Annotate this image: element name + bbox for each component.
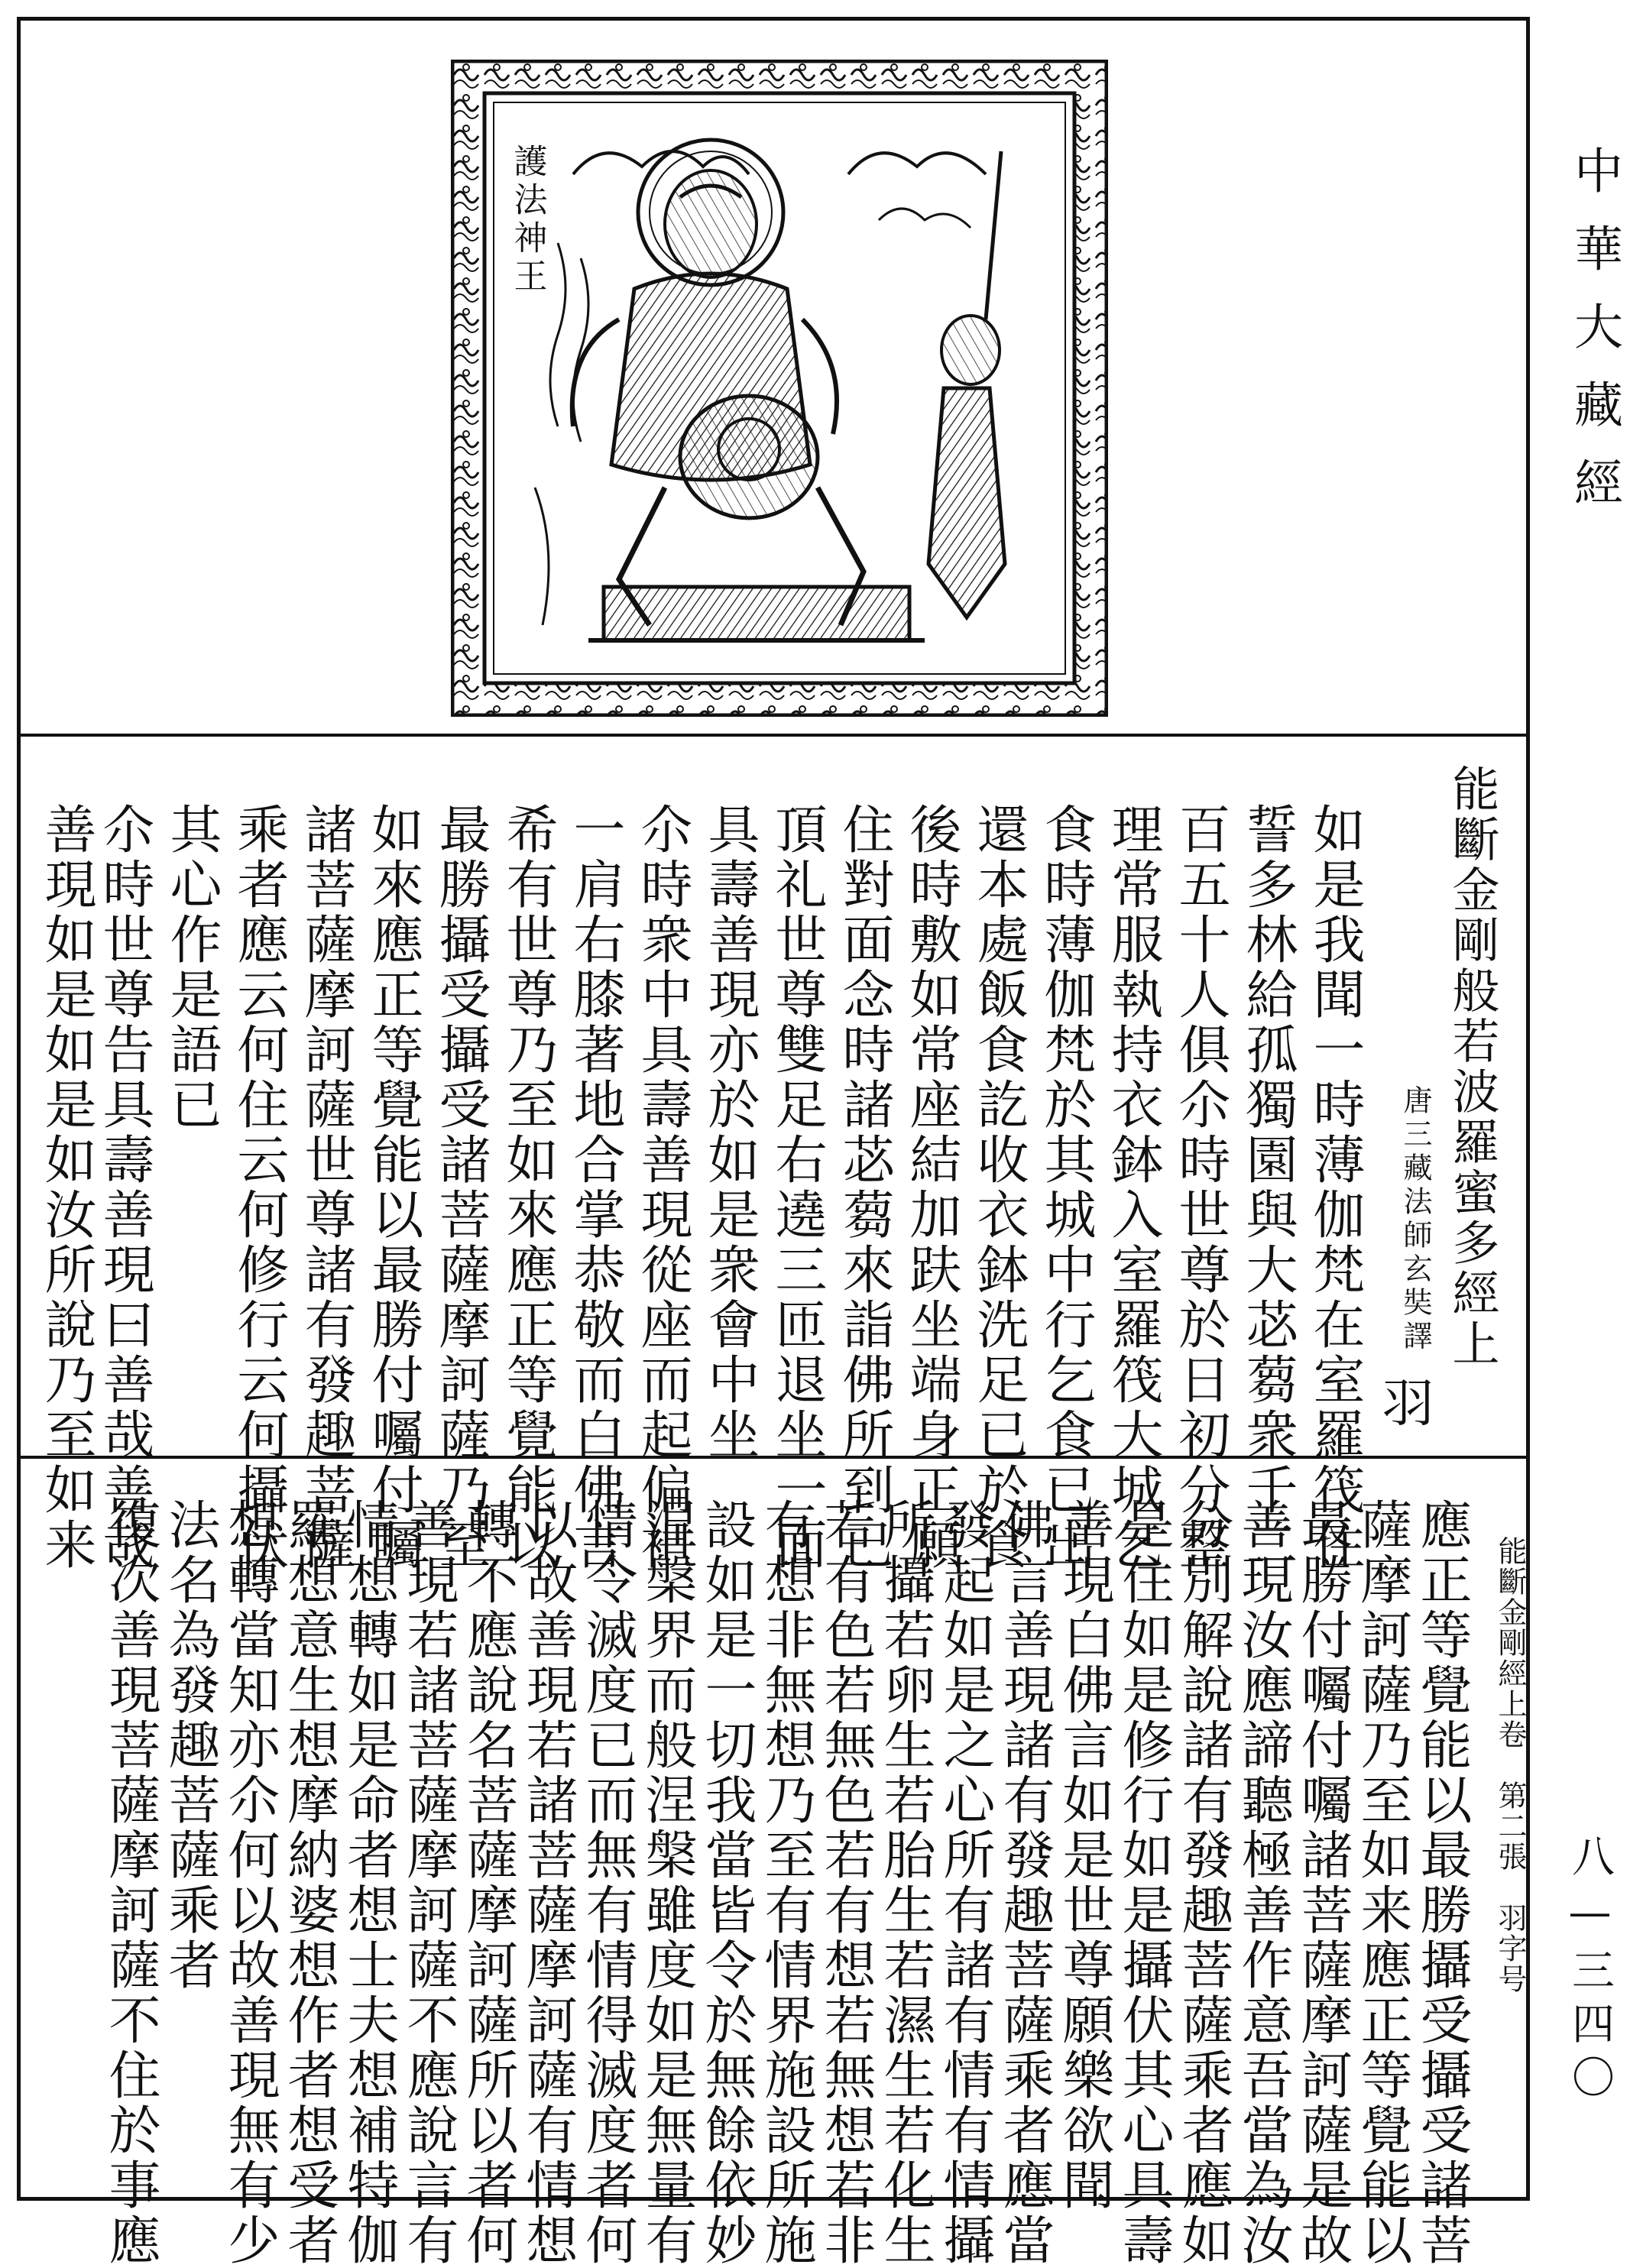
text-column: 轉不應說名菩薩摩訶薩所以者何 [458, 1498, 518, 2268]
text-column: 最勝付囑付囑諸菩薩摩訶薩是故 [1292, 1498, 1353, 2268]
text-column: 善現白佛言如是世尊願樂欲聞 [1054, 1498, 1114, 2213]
text-column: 百五十人俱尒時世尊於日初分整 [1170, 802, 1230, 1573]
illustration-caption: 護法神王 [507, 144, 547, 296]
text-column: 發起如是之心所有諸有情有情攝 [935, 1498, 995, 2268]
text-column: 設如是一切我當皆令於無餘依妙 [696, 1498, 757, 2268]
text-column: 分別解說諸有發趣菩薩乘者應如 [1173, 1498, 1233, 2268]
text-column: 一肩右膝著地合掌恭敬而白佛言 [565, 802, 625, 1573]
text-column: 其心作是語已 [161, 802, 222, 1132]
text-column: 情想轉如是命者想士夫想補特伽 [339, 1498, 399, 2268]
text-column: 若有色若無色若有想若無想若非 [815, 1498, 876, 2268]
text-column: 尒時衆中具壽善現從座而起偏袒 [632, 802, 692, 1573]
text-column: 羅想意生想摩納婆想作者想受者 [279, 1498, 339, 2268]
text-column: 具壽善現亦於如是衆會中坐 [699, 802, 760, 1463]
text-column: 還本處飯食訖收衣鉢洗足已於食 [968, 802, 1029, 1573]
text-column: 薩摩訶薩乃至如来應正等覺能以 [1352, 1498, 1412, 2268]
text-column: 乘者應云何住云何修行云何攝伏 [228, 802, 289, 1573]
section-divider-top [17, 734, 1530, 737]
text-column: 誓多林給孤獨園與大苾蒭衆千二 [1237, 802, 1298, 1573]
text-column: 善現若諸菩薩摩訶薩不應說言有 [398, 1498, 459, 2268]
text-column: 善現如是如是如汝所說乃至如来 [36, 802, 96, 1573]
text-column: 佛言善現諸有發趣菩薩乘者應當 [994, 1498, 1055, 2268]
sutra-title: 能斷金剛般若波羅蜜多經上 [1444, 764, 1500, 1369]
text-column: 情令滅度已而無有情得滅度者何 [577, 1498, 637, 2268]
text-column: 所攝若卵生若胎生若濕生若化生 [875, 1498, 935, 2268]
text-column: 涅槃界而般涅槃雖度如是無量有 [637, 1498, 697, 2268]
collection-title: 中華大藏經 [1566, 145, 1622, 535]
guardian-illustration [451, 60, 1108, 717]
text-column: 諸菩薩摩訶薩世尊諸有發趣菩薩 [296, 802, 356, 1573]
text-column: 想轉當知亦尒何以故善現無有少 [219, 1498, 280, 2268]
text-column: 住對面念時諸苾蒭來詣佛所到已 [834, 802, 894, 1573]
text-column: 復次善現菩薩摩訶薩不住於事應 [100, 1498, 160, 2268]
page-number: 八—三四〇 [1565, 1834, 1615, 2108]
translator-line: 唐三藏法師玄奘譯 [1398, 1085, 1432, 1354]
text-column: 應正等覺能以最勝攝受攝受諸菩 [1411, 1498, 1472, 2268]
volume-mark: 羽 [1373, 1375, 1434, 1430]
text-column: 最勝攝受攝受諸菩薩摩訶薩乃至 [430, 802, 491, 1573]
text-column: 以故善現若諸菩薩摩訶薩有情想 [517, 1498, 578, 2268]
running-head: 能斷金剛經上卷 第二張 羽字号 [1493, 1536, 1527, 1994]
text-column: 食時薄伽梵於其城中行乞食已出 [1035, 802, 1096, 1573]
text-column: 頂礼世尊雙足右遶三匝退坐一面 [766, 802, 827, 1573]
text-column: 尒時世尊告具壽善現曰善哉善哉 [94, 802, 154, 1573]
text-column: 如來應正等覺能以最勝付囑付囑 [363, 802, 423, 1573]
text-column: 如是我聞一時薄伽梵在室羅筏住 [1304, 802, 1365, 1573]
text-column: 有想非無想乃至有情界施設所施 [756, 1498, 816, 2268]
text-column: 希有世尊乃至如來應正等覺能以 [497, 802, 558, 1573]
text-column: 理常服執持衣鉢入室羅筏大城乞 [1103, 802, 1163, 1573]
text-column: 善現汝應諦聽極善作意吾當為汝 [1233, 1498, 1293, 2268]
text-column: 後時敷如常座結加趺坐端身正願 [901, 802, 961, 1573]
text-column: 是住如是修行如是攝伏其心具壽 [1113, 1498, 1174, 2268]
text-column: 法名為發趣菩薩乘者 [160, 1498, 220, 1993]
